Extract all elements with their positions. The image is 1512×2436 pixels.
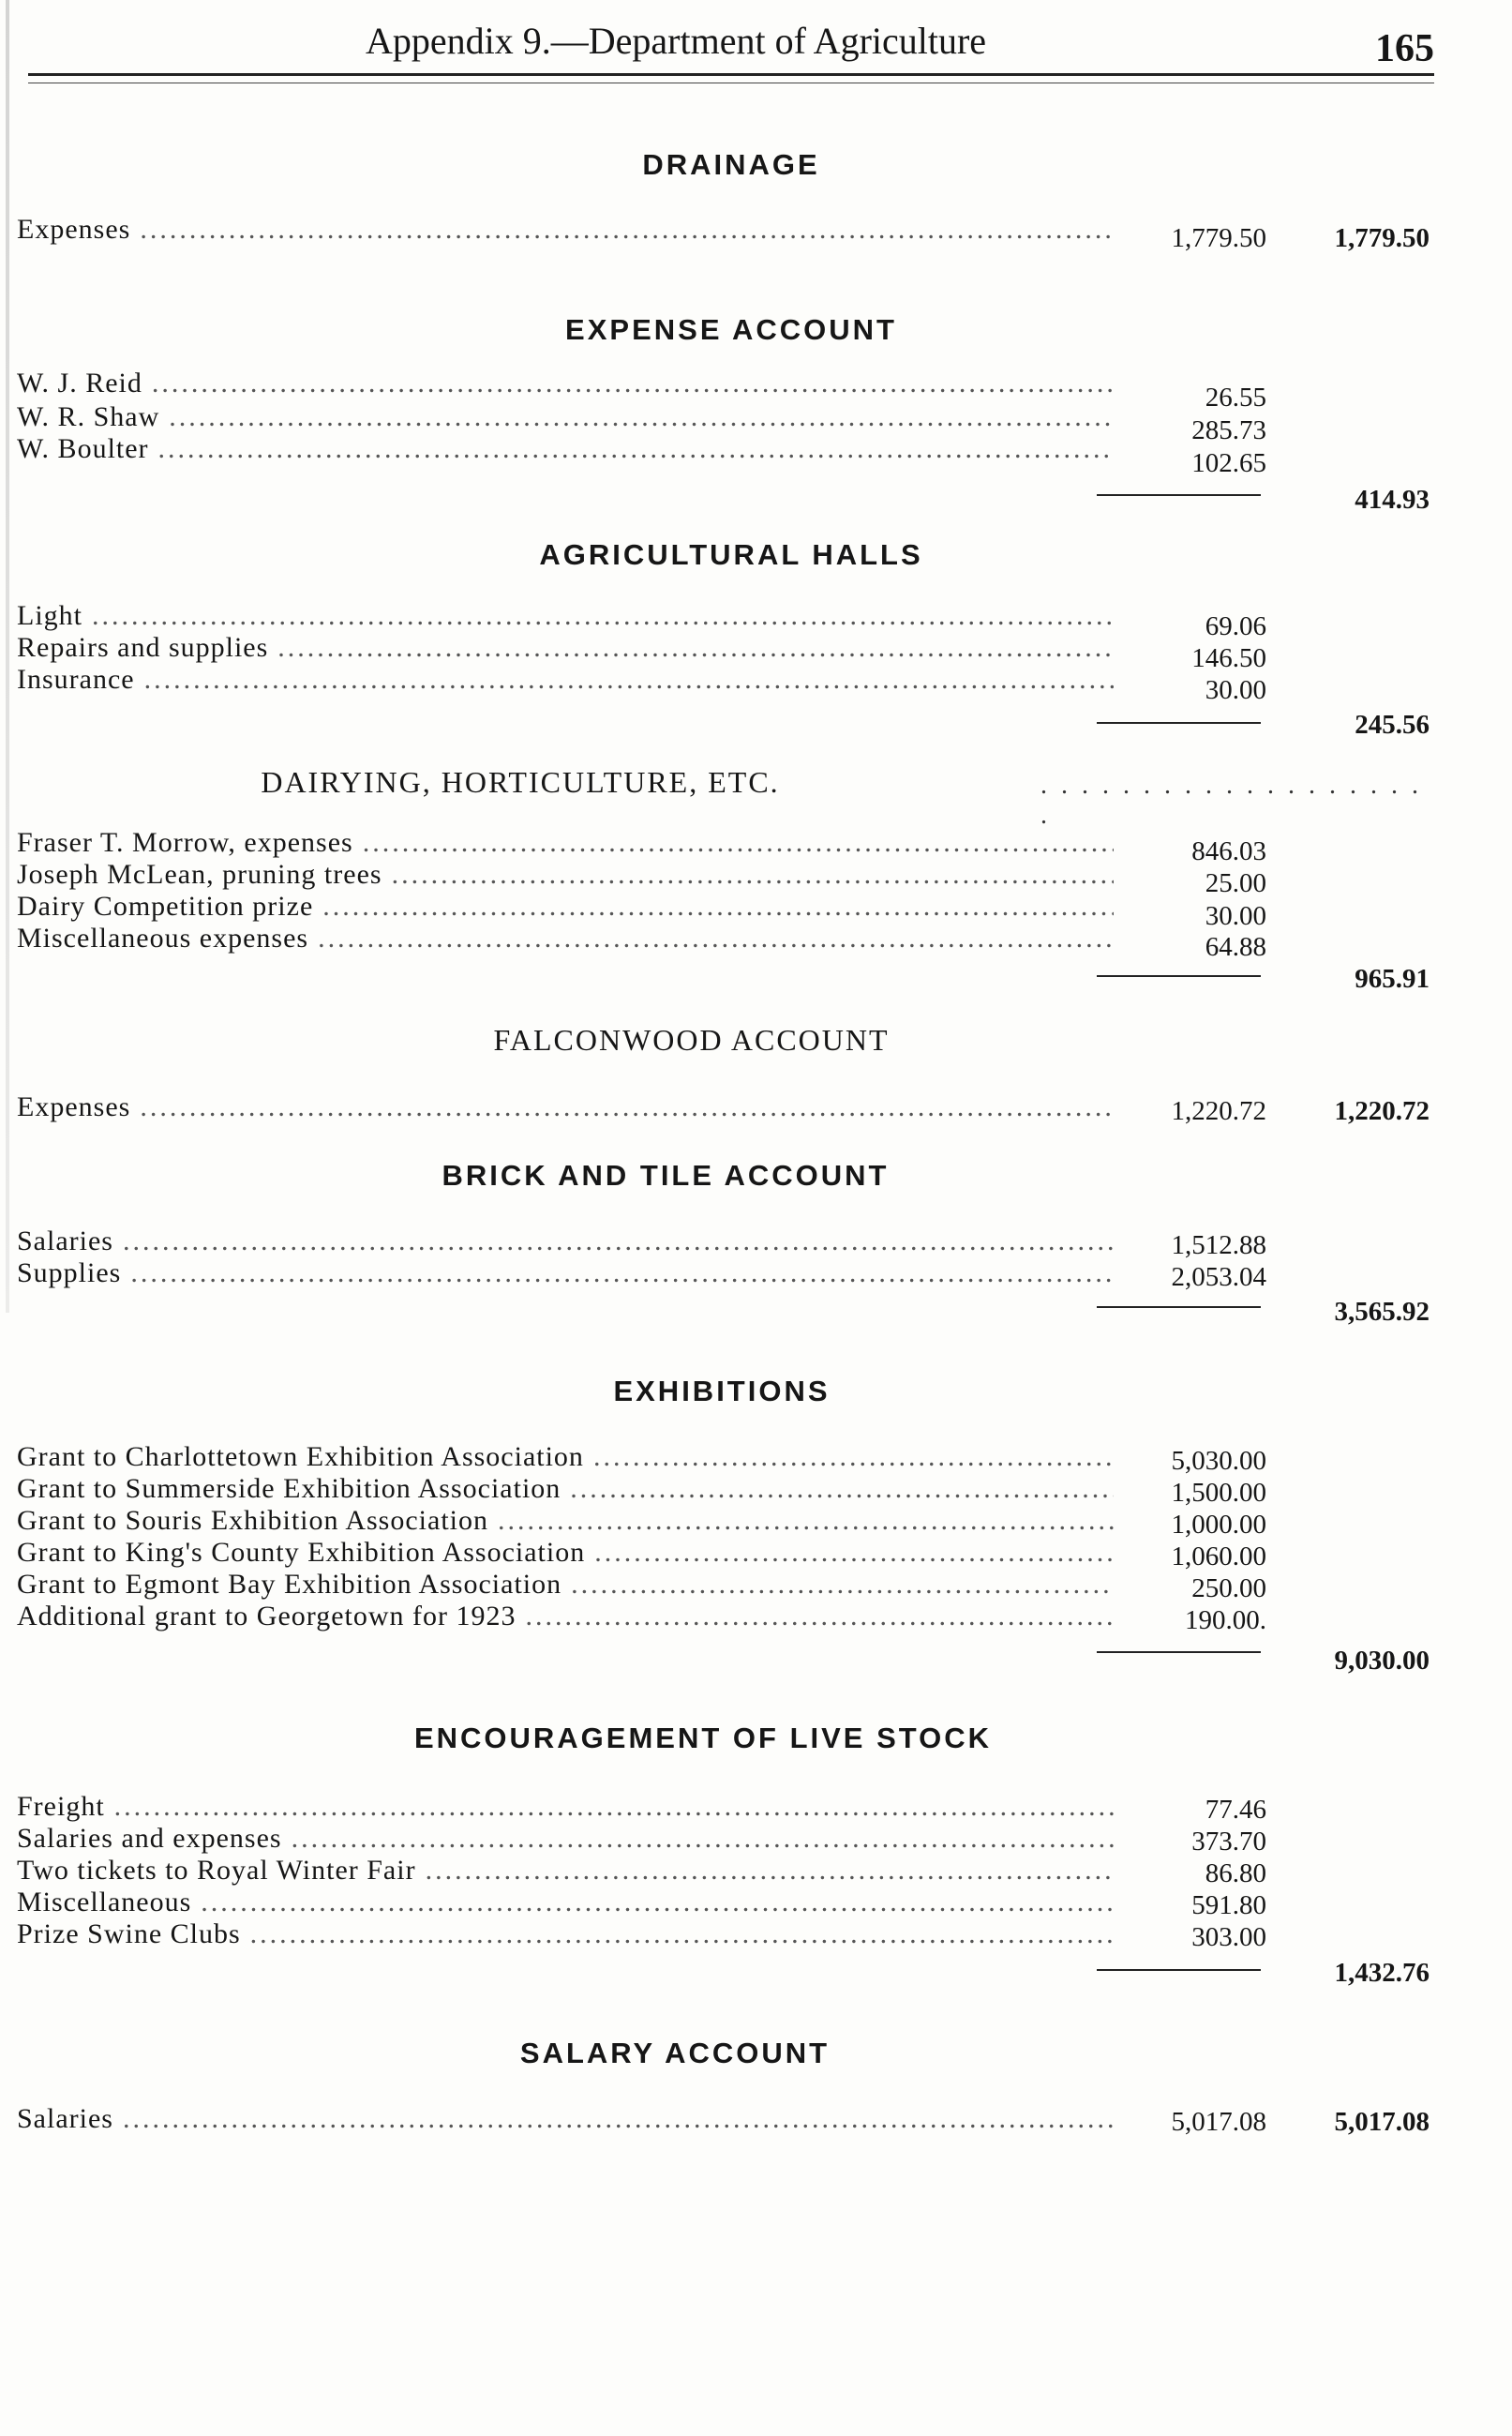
leader-dots: [363, 827, 1114, 859]
section-title-brick-tile: BRICK AND TILE ACCOUNT: [442, 1159, 890, 1192]
row-label: Additional grant to Georgetown for 1923: [17, 1601, 516, 1632]
leader-dots: [114, 1791, 1114, 1823]
ledger-row: [17, 1918, 1114, 1950]
leader-dots: [318, 923, 1114, 955]
row-amount: 30.00: [1205, 675, 1266, 705]
row-amount: 846.03: [1191, 836, 1266, 866]
row-label: Fraser T. Morrow, expenses: [17, 827, 353, 858]
row-amount: 25.00: [1205, 868, 1266, 898]
row-label: Miscellaneous expenses: [17, 923, 309, 954]
row-amount: 5,030.00: [1171, 1446, 1266, 1476]
row-amount: 1,220.72: [1171, 1096, 1266, 1126]
ledger-row: [17, 827, 1114, 859]
row-amount: 26.55: [1205, 383, 1266, 413]
ledger-row: [17, 632, 1114, 664]
section-total: 1,779.50: [1334, 223, 1430, 253]
leader-dots: . . . . . . . . . . . . . . . . . . . .: [1040, 771, 1422, 830]
page-edge-shadow: [6, 0, 9, 1313]
row-amount: 285.73: [1191, 415, 1266, 445]
ledger-row: [17, 1887, 1114, 1918]
leader-dots: [594, 1537, 1114, 1569]
leader-dots: [526, 1601, 1114, 1632]
row-label: Salaries: [17, 2103, 113, 2134]
leader-dots: [140, 214, 1114, 246]
leader-dots: [277, 632, 1114, 664]
row-label: Freight: [17, 1791, 105, 1822]
leader-dots: [130, 1257, 1114, 1289]
ledger-row: [17, 1441, 1114, 1473]
row-label: Grant to Souris Exhibition Association: [17, 1505, 488, 1536]
row-label: Repairs and supplies: [17, 632, 269, 663]
row-amount: 64.88: [1205, 932, 1266, 962]
leader-dots: [322, 891, 1114, 923]
ledger-row: [17, 923, 1114, 955]
row-amount: 303.00: [1191, 1922, 1266, 1952]
leader-dots: [201, 1887, 1114, 1918]
row-label: Grant to King's County Exhibition Association: [17, 1537, 586, 1568]
row-amount: 1,060.00: [1171, 1541, 1266, 1571]
section-title-live-stock: ENCOURAGEMENT OF LIVE STOCK: [413, 1722, 993, 1754]
running-title: Appendix 9.—Department of Agriculture: [366, 20, 987, 62]
section-title-expense-account: EXPENSE ACCOUNT: [565, 313, 897, 346]
header-rule: [28, 73, 1434, 76]
row-amount: 86.80: [1205, 1858, 1266, 1888]
ledger-row: [17, 1601, 1114, 1632]
row-label: Two tickets to Royal Winter Fair: [17, 1855, 416, 1886]
ledger-row: [17, 401, 1114, 433]
row-label: Joseph McLean, pruning trees: [17, 859, 382, 890]
ledger-row: [17, 1537, 1114, 1569]
ledger-row: [17, 433, 1114, 465]
section-total: 1,432.76: [1334, 1958, 1430, 1988]
ledger-row: [17, 1791, 1114, 1823]
leader-dots: [158, 433, 1114, 465]
section-title-agricultural-halls: AGRICULTURAL HALLS: [539, 538, 923, 571]
ledger-row: [17, 1823, 1114, 1855]
section-title-dairying: DAIRYING, HORTICULTURE, ETC.: [261, 765, 780, 799]
row-label: Insurance: [17, 664, 135, 695]
row-amount: 5,017.08: [1171, 2107, 1266, 2137]
section-total: 9,030.00: [1334, 1646, 1430, 1676]
row-label: Expenses: [17, 1091, 131, 1122]
ledger-row: [17, 1473, 1114, 1505]
leader-dots: [426, 1855, 1114, 1887]
section-total: 245.56: [1355, 710, 1430, 740]
row-label: Salaries: [17, 1226, 113, 1256]
row-label: Grant to Charlottetown Exhibition Association: [17, 1441, 584, 1472]
ledger-row: [17, 1226, 1114, 1257]
leader-dots: [392, 859, 1114, 891]
section-total: 414.93: [1355, 485, 1430, 515]
row-label: Light: [17, 600, 82, 631]
row-amount: 1,500.00: [1171, 1478, 1266, 1508]
leader-dots: [123, 1226, 1114, 1257]
page-number: 165: [1375, 27, 1434, 70]
leader-dots: [250, 1918, 1114, 1950]
row-label: Salaries and expenses: [17, 1823, 282, 1854]
row-amount: 1,512.88: [1171, 1230, 1266, 1260]
row-label: Supplies: [17, 1257, 122, 1288]
row-label: Dairy Competition prize: [17, 891, 314, 922]
row-amount: 102.65: [1191, 448, 1266, 478]
leader-dots: [498, 1505, 1114, 1537]
row-label: Miscellaneous: [17, 1887, 192, 1917]
section-title-exhibitions: EXHIBITIONS: [613, 1375, 831, 1407]
ledger-row: [17, 1505, 1114, 1537]
row-amount: 146.50: [1191, 643, 1266, 673]
ledger-row: [17, 1569, 1114, 1601]
row-label: Expenses: [17, 214, 131, 245]
section-total: 1,220.72: [1334, 1096, 1430, 1126]
row-amount: 30.00: [1205, 901, 1266, 931]
leader-dots: [169, 401, 1114, 433]
leader-dots: [144, 664, 1114, 696]
ledger-row: [17, 664, 1114, 696]
row-amount: 1,000.00: [1171, 1510, 1266, 1540]
leader-dots: [570, 1473, 1114, 1505]
leader-dots: [292, 1823, 1114, 1855]
section-title-falconwood: FALCONWOOD ACCOUNT: [493, 1023, 890, 1057]
ledger-row: [17, 368, 1114, 399]
row-amount: 69.06: [1205, 611, 1266, 641]
row-label: W. Boulter: [17, 433, 149, 464]
row-label: Grant to Egmont Bay Exhibition Association: [17, 1569, 562, 1600]
row-amount: 373.70: [1191, 1827, 1266, 1857]
row-amount: 77.46: [1205, 1795, 1266, 1825]
row-amount: 250.00: [1191, 1573, 1266, 1603]
ledger-row: [17, 2103, 1114, 2135]
row-amount: 591.80: [1191, 1890, 1266, 1920]
section-total: 5,017.08: [1334, 2107, 1430, 2137]
ledger-row: [17, 600, 1114, 632]
row-amount: 1,779.50: [1171, 223, 1266, 253]
ledger-row: [17, 1257, 1114, 1289]
row-label: Prize Swine Clubs: [17, 1918, 241, 1949]
ledger-row: [17, 1091, 1114, 1123]
page-header: [28, 19, 1434, 89]
ledger-row: [17, 1855, 1114, 1887]
leader-dots: [152, 368, 1114, 399]
row-label: W. R. Shaw: [17, 401, 160, 432]
leader-dots: [123, 2103, 1114, 2135]
section-total: 3,565.92: [1334, 1297, 1430, 1327]
leader-dots: [92, 600, 1114, 632]
leader-dots: [140, 1091, 1114, 1123]
ledger-row: [17, 859, 1114, 891]
ledger-row: [17, 214, 1114, 246]
section-title-salary: SALARY ACCOUNT: [519, 2037, 831, 2069]
row-label: Grant to Summerside Exhibition Association: [17, 1473, 561, 1504]
section-total: 965.91: [1355, 964, 1430, 994]
row-label: W. J. Reid: [17, 368, 142, 398]
leader-dots: [571, 1569, 1114, 1601]
leader-dots: [593, 1441, 1114, 1473]
row-amount: 2,053.04: [1171, 1262, 1266, 1292]
section-title-drainage: DRAINAGE: [642, 148, 820, 181]
ledger-row: [17, 891, 1114, 923]
row-amount: 190.00.: [1185, 1605, 1266, 1635]
